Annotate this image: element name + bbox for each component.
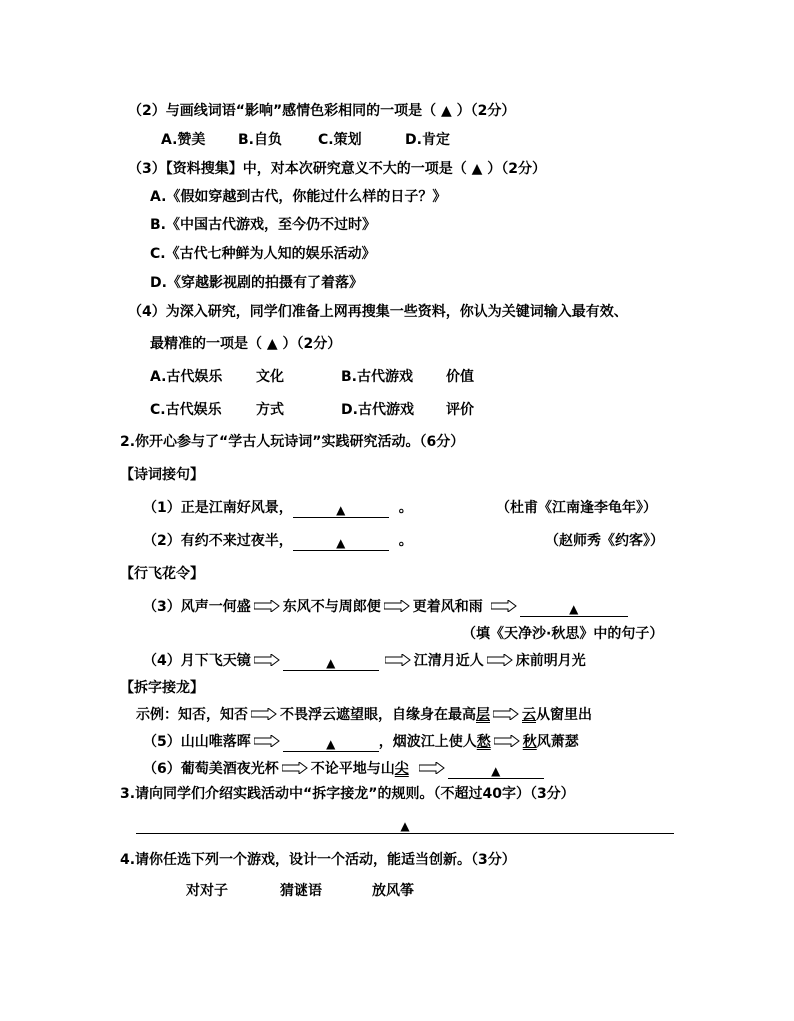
poem-header: 【诗词接句】: [120, 467, 204, 483]
answer-blank[interactable]: ▲: [293, 501, 389, 518]
q3-option-c[interactable]: C.《古代七种鲜为人知的娱乐活动》: [150, 246, 376, 262]
q4-option-a-word: 文化: [256, 369, 284, 385]
q3-stem: （3）【资料搜集】中，对本次研究意义不大的一项是（ ▲ ）（2分）: [128, 161, 546, 177]
q3-main-title: 3.请向同学们介绍实践活动中“拆字接龙”的规则。（不超过40字）（3分）: [120, 786, 575, 802]
q4-option-c[interactable]: C.古代娱乐: [150, 402, 222, 418]
double-arrow-icon: [385, 654, 411, 666]
q2-option-a[interactable]: A.赞美: [161, 132, 206, 148]
answer-blank[interactable]: ▲: [283, 735, 379, 752]
q3-option-d[interactable]: D.《穿越影视剧的拍摄有了着落》: [150, 275, 363, 291]
split-line-6: （6）葡萄美酒夜光杯 不论平地与山尖 ▲: [143, 760, 544, 779]
split-line-5: （5）山山唯落晖 ▲ ，烟波江上使人愁 秋风萧瑟: [143, 734, 579, 751]
split-example: 示例：知否，知否 不畏浮云遮望眼，自缘身在最高层 云从窗里出: [136, 707, 592, 723]
double-arrow-icon: [254, 735, 280, 747]
q4-option-d-word: 评价: [446, 402, 474, 418]
answer-blank[interactable]: ▲: [448, 762, 544, 779]
answer-blank[interactable]: ▲: [283, 654, 379, 671]
q2-option-c[interactable]: C.策划: [318, 132, 362, 148]
q2-stem: （2）与画线词语“影响”感情色彩相同的一项是（ ▲ ）（2分）: [128, 103, 516, 119]
poem-line-2: （2）有约不来过夜半， ▲ 。: [143, 533, 413, 550]
flying-header: 【行飞花令】: [120, 566, 204, 582]
poem-source-2: （赵师秀《约客》）: [545, 533, 664, 549]
double-arrow-icon: [384, 600, 410, 612]
double-arrow-icon: [419, 762, 445, 774]
q4-option-b[interactable]: B.古代游戏: [341, 369, 413, 385]
q4-stem-line1: （4）为深入研究，同学们准备上网再搜集一些资料，你认为关键词输入最有效、: [128, 304, 628, 320]
q2-option-b[interactable]: B.自负: [238, 132, 282, 148]
q4-option-a[interactable]: A.古代娱乐: [150, 369, 223, 385]
double-arrow-icon: [493, 708, 519, 720]
q4-option-d[interactable]: D.古代游戏: [341, 402, 414, 418]
game-option[interactable]: 放风筝: [372, 883, 414, 899]
answer-blank[interactable]: ▲: [293, 534, 389, 551]
double-arrow-icon: [254, 600, 280, 612]
double-arrow-icon: [487, 654, 513, 666]
section2-title: 2.你开心参与了“学古人玩诗词”实践研究活动。（6分）: [120, 434, 465, 450]
double-arrow-icon: [282, 762, 308, 774]
q4-option-c-word: 方式: [256, 402, 284, 418]
flying-line-4: （4）月下飞天镜 ▲ 江清月近人 床前明月光: [143, 653, 586, 670]
double-arrow-icon: [494, 735, 520, 747]
poem-source-1: （杜甫《江南逢李龟年》）: [496, 500, 657, 516]
poem-line-1: （1）正是江南好风景， ▲ 。: [143, 500, 413, 517]
answer-blank[interactable]: ▲: [520, 600, 628, 617]
game-option[interactable]: 对对子: [186, 883, 228, 899]
double-arrow-icon: [251, 708, 277, 720]
q3-option-b[interactable]: B.《中国古代游戏，至今仍不过时》: [150, 217, 376, 233]
q3-option-a[interactable]: A.《假如穿越到古代，你能过什么样的日子？》: [150, 189, 447, 205]
q4-stem-line2: 最精准的一项是（ ▲ ）（2分）: [150, 336, 342, 352]
game-option[interactable]: 猜谜语: [280, 883, 322, 899]
q4-option-b-word: 价值: [446, 369, 474, 385]
q2-option-d[interactable]: D.肯定: [405, 132, 450, 148]
q3-answer-line[interactable]: ▲: [136, 815, 674, 834]
q4-main-title: 4.请你任选下列一个游戏，设计一个活动，能适当创新。（3分）: [120, 852, 516, 868]
flying-line-3: （3）风声一何盛 东风不与周郎便 更着风和雨 ▲: [143, 598, 628, 617]
flying-line-3-note: （填《天净沙·秋思》中的句子）: [462, 626, 664, 642]
double-arrow-icon: [254, 654, 280, 666]
double-arrow-icon: [491, 600, 517, 612]
split-header: 【拆字接龙】: [120, 680, 204, 696]
